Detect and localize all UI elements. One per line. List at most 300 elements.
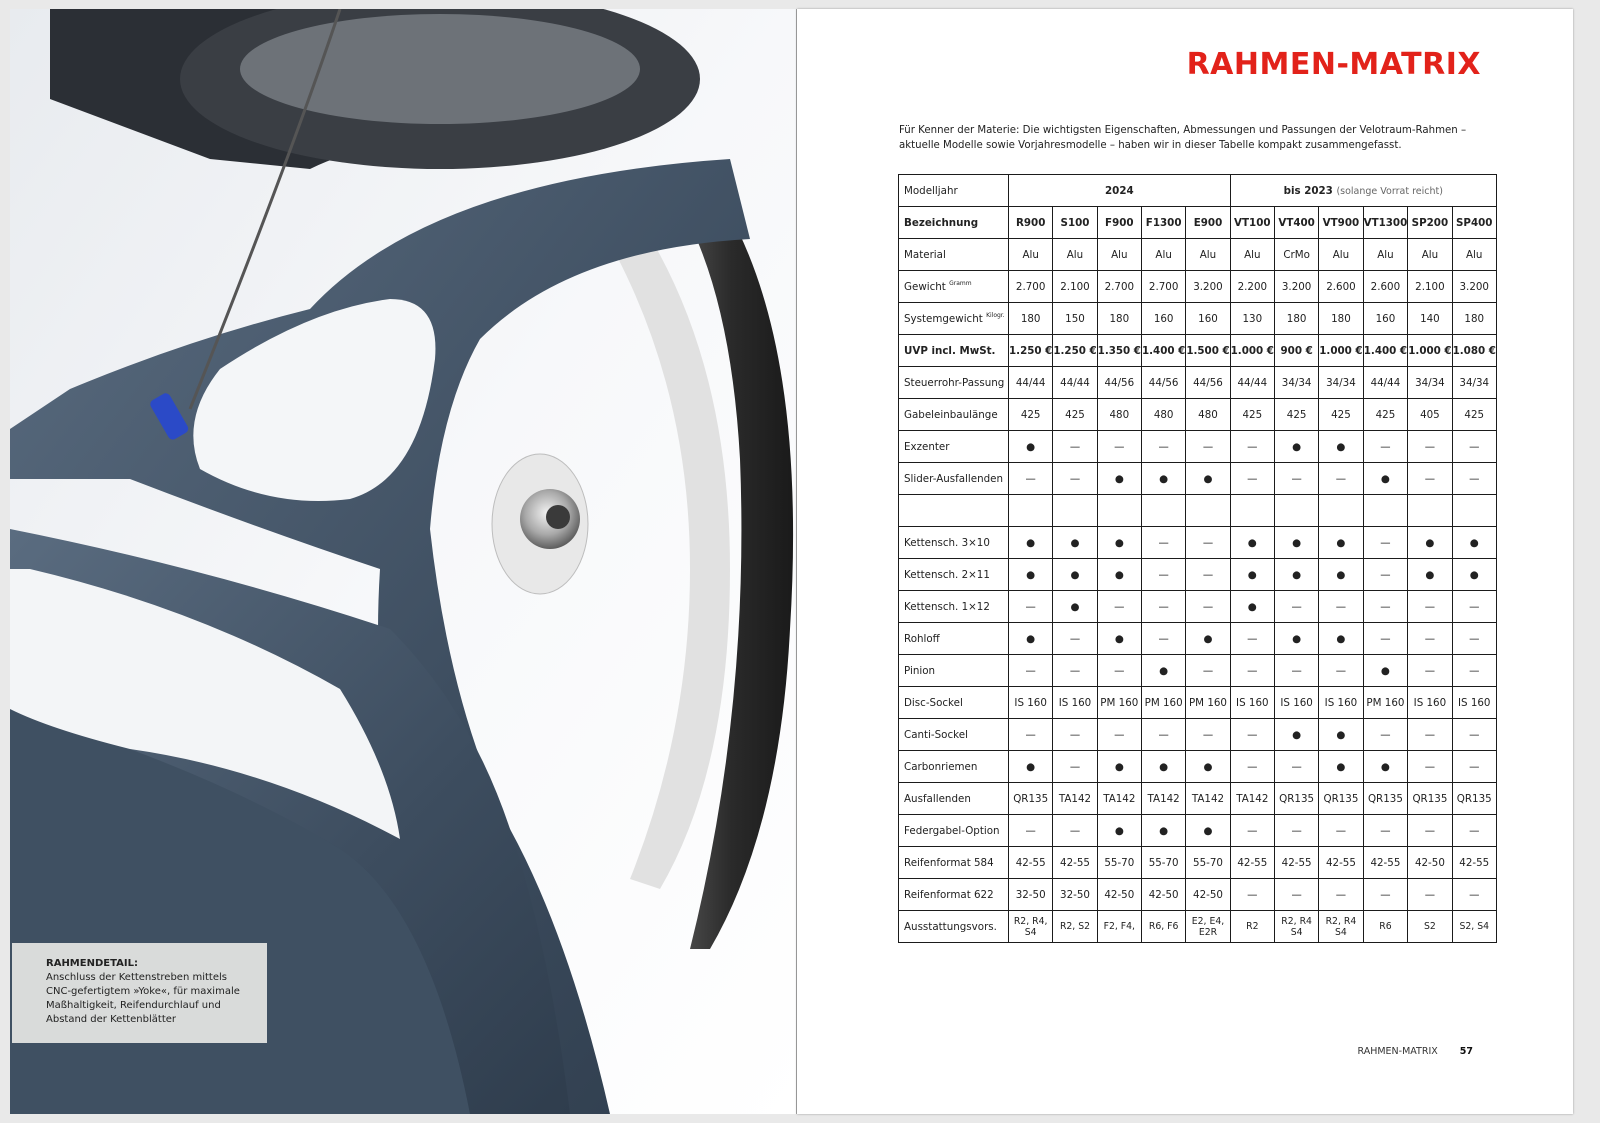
row-label-text: UVP incl. MwSt. <box>904 344 996 357</box>
table-cell: R6, F6 <box>1141 911 1185 943</box>
table-cell: E2, E4, E2R <box>1186 911 1230 943</box>
table-cell: 1.400 € <box>1141 335 1185 367</box>
table-cell: — <box>1230 431 1274 463</box>
row-label <box>899 847 1009 879</box>
table-cell: ● <box>1141 751 1185 783</box>
table-cell: F2, F4, <box>1097 911 1141 943</box>
table-cell: — <box>1363 591 1408 623</box>
row-label <box>899 591 1009 623</box>
table-cell: ● <box>1274 719 1318 751</box>
table-cell: IS 160 <box>1319 687 1363 719</box>
row-label <box>899 751 1009 783</box>
table-cell: — <box>1186 527 1230 559</box>
table-cell: — <box>1230 719 1274 751</box>
table-cell: ● <box>1186 463 1230 495</box>
table-row <box>899 559 1497 591</box>
table-cell: ● <box>1230 559 1274 591</box>
table-cell: 34/34 <box>1319 367 1363 399</box>
table-cell: — <box>1408 463 1452 495</box>
frame-matrix-table <box>898 174 1497 943</box>
table-cell: — <box>1186 591 1230 623</box>
row-label-text: Kettensch. 1×12 <box>904 600 990 613</box>
table-cell: ● <box>1363 463 1408 495</box>
table-cell: 425 <box>1230 399 1274 431</box>
table-cell: 42-55 <box>1009 847 1053 879</box>
row-label <box>899 367 1009 399</box>
table-cell: — <box>1452 751 1496 783</box>
table-cell: 130 <box>1230 303 1274 335</box>
table-cell: Alu <box>1097 239 1141 271</box>
table-row <box>899 335 1497 367</box>
table-cell: 1.350 € <box>1097 335 1141 367</box>
table-cell: QR135 <box>1452 783 1496 815</box>
table-cell: — <box>1053 623 1097 655</box>
table-cell: R2, R4, S4 <box>1009 911 1053 943</box>
table-cell: R900 <box>1009 207 1053 239</box>
table-row <box>899 591 1497 623</box>
table-cell: 480 <box>1141 399 1185 431</box>
row-label-text: Reifenformat 584 <box>904 856 994 869</box>
table-cell: S100 <box>1053 207 1097 239</box>
table-cell <box>1363 495 1408 527</box>
table-cell: 2.600 <box>1319 271 1363 303</box>
row-label-text: Gabeleinbaulänge <box>904 408 998 421</box>
table-cell: — <box>1408 815 1452 847</box>
row-label-text: Slider-Ausfallenden <box>904 472 1004 485</box>
row-label-text: Systemgewicht <box>904 313 983 325</box>
table-cell: — <box>1141 591 1185 623</box>
table-cell: 160 <box>1141 303 1185 335</box>
table-cell: 42-55 <box>1363 847 1408 879</box>
table-cell: 42-50 <box>1408 847 1452 879</box>
table-cell: ● <box>1319 751 1363 783</box>
table-row <box>899 751 1497 783</box>
row-label <box>899 815 1009 847</box>
row-label-text: Federgabel-Option <box>904 824 1000 837</box>
table-cell: 42-55 <box>1230 847 1274 879</box>
table-cell: CrMo <box>1274 239 1318 271</box>
row-label-text: Steuerrohr-Passung <box>904 376 1005 389</box>
table-row <box>899 239 1497 271</box>
table-cell: E900 <box>1186 207 1230 239</box>
table-cell: 2.600 <box>1363 271 1408 303</box>
table-cell: 900 € <box>1274 335 1318 367</box>
table-cell: — <box>1230 751 1274 783</box>
row-label-text: Gewicht <box>904 281 946 293</box>
table-cell: 180 <box>1009 303 1053 335</box>
table-cell: — <box>1319 815 1363 847</box>
row-label-text: Kettensch. 2×11 <box>904 568 990 581</box>
row-label-unit: Gramm <box>949 280 972 287</box>
row-label-text: Canti-Sockel <box>904 728 968 741</box>
table-cell: 32-50 <box>1009 879 1053 911</box>
table-cell: — <box>1452 879 1496 911</box>
table-cell: — <box>1408 751 1452 783</box>
table-cell: — <box>1408 591 1452 623</box>
table-cell: 140 <box>1408 303 1452 335</box>
table-cell: — <box>1053 751 1097 783</box>
table-cell: Alu <box>1230 239 1274 271</box>
table-cell: 42-55 <box>1053 847 1097 879</box>
table-row <box>899 783 1497 815</box>
table-cell: 480 <box>1097 399 1141 431</box>
table-cell: ● <box>1274 559 1318 591</box>
year-2024-header: 2024 <box>1009 175 1231 207</box>
table-cell: ● <box>1097 751 1141 783</box>
table-cell: — <box>1097 431 1141 463</box>
table-cell: QR135 <box>1009 783 1053 815</box>
table-cell: TA142 <box>1186 783 1230 815</box>
table-cell: — <box>1009 815 1053 847</box>
table-cell: 42-55 <box>1452 847 1496 879</box>
table-cell: IS 160 <box>1230 687 1274 719</box>
table-cell: ● <box>1363 655 1408 687</box>
table-cell: IS 160 <box>1408 687 1452 719</box>
table-cell: 180 <box>1319 303 1363 335</box>
table-row <box>899 431 1497 463</box>
table-cell: 3.200 <box>1452 271 1496 303</box>
table-cell: — <box>1274 751 1318 783</box>
table-cell: 160 <box>1363 303 1408 335</box>
table-cell: IS 160 <box>1053 687 1097 719</box>
row-label-text: Exzenter <box>904 440 950 453</box>
table-cell: 44/44 <box>1053 367 1097 399</box>
table-cell: — <box>1452 719 1496 751</box>
table-cell: S2 <box>1408 911 1452 943</box>
table-cell: — <box>1097 655 1141 687</box>
table-cell: ● <box>1009 431 1053 463</box>
left-page <box>10 9 797 1114</box>
table-cell: — <box>1053 655 1097 687</box>
table-cell: ● <box>1319 431 1363 463</box>
table-cell: 55-70 <box>1141 847 1185 879</box>
row-label <box>899 239 1009 271</box>
table-cell: 2.700 <box>1097 271 1141 303</box>
row-label <box>899 655 1009 687</box>
table-cell: SP200 <box>1408 207 1452 239</box>
table-cell: QR135 <box>1274 783 1318 815</box>
table-cell: 2.100 <box>1053 271 1097 303</box>
table-cell: 44/44 <box>1363 367 1408 399</box>
table-cell: 44/56 <box>1141 367 1185 399</box>
row-label-text: Carbonriemen <box>904 760 978 773</box>
table-cell: — <box>1363 527 1408 559</box>
table-cell <box>1186 495 1230 527</box>
table-cell: R2, R4 S4 <box>1319 911 1363 943</box>
table-cell: — <box>1141 559 1185 591</box>
table-cell: — <box>1230 463 1274 495</box>
table-cell: QR135 <box>1319 783 1363 815</box>
table-cell: ● <box>1319 623 1363 655</box>
table-cell: ● <box>1274 431 1318 463</box>
table-cell: F900 <box>1097 207 1141 239</box>
table-cell: ● <box>1452 559 1496 591</box>
table-cell: PM 160 <box>1097 687 1141 719</box>
year-prev-label: bis 2023 <box>1283 184 1333 197</box>
table-cell: — <box>1053 815 1097 847</box>
table-cell: — <box>1274 879 1318 911</box>
table-cell: — <box>1452 431 1496 463</box>
table-cell: 44/44 <box>1009 367 1053 399</box>
table-cell: ● <box>1053 591 1097 623</box>
table-cell: 44/56 <box>1097 367 1141 399</box>
table-cell: IS 160 <box>1452 687 1496 719</box>
table-cell: ● <box>1274 527 1318 559</box>
table-cell: 2.100 <box>1408 271 1452 303</box>
table-cell: 180 <box>1097 303 1141 335</box>
table-cell: — <box>1452 815 1496 847</box>
table-cell: ● <box>1408 559 1452 591</box>
table-cell: — <box>1319 463 1363 495</box>
table-cell: — <box>1452 655 1496 687</box>
table-cell: 2.700 <box>1141 271 1185 303</box>
table-cell: PM 160 <box>1186 687 1230 719</box>
table-cell: 2.700 <box>1009 271 1053 303</box>
table-cell: 480 <box>1186 399 1230 431</box>
row-label <box>899 271 1009 303</box>
table-row <box>899 527 1497 559</box>
table-cell <box>1097 495 1141 527</box>
table-cell: 150 <box>1053 303 1097 335</box>
table-cell: R2, S2 <box>1053 911 1097 943</box>
table-row <box>899 367 1497 399</box>
table-cell: R2 <box>1230 911 1274 943</box>
row-label <box>899 463 1009 495</box>
table-cell: SP400 <box>1452 207 1496 239</box>
table-cell: — <box>1408 431 1452 463</box>
table-cell: 180 <box>1274 303 1318 335</box>
table-cell: — <box>1452 591 1496 623</box>
table-cell: — <box>1408 655 1452 687</box>
table-cell: 1.400 € <box>1363 335 1408 367</box>
table-cell: VT100 <box>1230 207 1274 239</box>
table-cell: — <box>1452 463 1496 495</box>
table-cell: 3.200 <box>1186 271 1230 303</box>
table-cell: ● <box>1363 751 1408 783</box>
table-cell <box>1009 495 1053 527</box>
table-cell <box>1319 495 1363 527</box>
table-cell: ● <box>1141 815 1185 847</box>
table-cell: — <box>1186 559 1230 591</box>
table-cell: 1.250 € <box>1009 335 1053 367</box>
table-cell: 44/56 <box>1186 367 1230 399</box>
table-cell: ● <box>1186 623 1230 655</box>
table-cell: 1.000 € <box>1408 335 1452 367</box>
row-label-text: Ausstattungsvors. <box>904 920 997 933</box>
table-cell: ● <box>1141 655 1185 687</box>
table-cell: 160 <box>1186 303 1230 335</box>
table-cell: 44/44 <box>1230 367 1274 399</box>
table-cell: ● <box>1097 559 1141 591</box>
table-cell: 42-55 <box>1319 847 1363 879</box>
row-label <box>899 623 1009 655</box>
table-cell: IS 160 <box>1274 687 1318 719</box>
table-cell: 425 <box>1274 399 1318 431</box>
table-cell: 42-50 <box>1141 879 1185 911</box>
table-cell: Alu <box>1452 239 1496 271</box>
table-cell: ● <box>1009 623 1053 655</box>
table-cell <box>1230 495 1274 527</box>
row-label: Modelljahr <box>899 175 1009 207</box>
table-cell: ● <box>1053 527 1097 559</box>
table-cell: ● <box>1097 623 1141 655</box>
table-row <box>899 879 1497 911</box>
row-label <box>899 783 1009 815</box>
table-row <box>899 495 1497 527</box>
table-cell: TA142 <box>1230 783 1274 815</box>
table-cell: — <box>1141 719 1185 751</box>
table-cell: — <box>1053 719 1097 751</box>
photo-caption <box>12 943 267 1043</box>
row-label <box>899 399 1009 431</box>
table-cell: — <box>1141 527 1185 559</box>
table-cell: QR135 <box>1363 783 1408 815</box>
table-row <box>899 399 1497 431</box>
table-cell: — <box>1363 815 1408 847</box>
table-cell: — <box>1009 591 1053 623</box>
table-cell: Alu <box>1053 239 1097 271</box>
table-cell: ● <box>1009 559 1053 591</box>
table-cell: IS 160 <box>1009 687 1053 719</box>
row-label <box>899 431 1009 463</box>
table-cell: ● <box>1274 623 1318 655</box>
table-cell: 34/34 <box>1408 367 1452 399</box>
table-row <box>899 687 1497 719</box>
row-label-text: Pinion <box>904 664 936 677</box>
table-cell: Alu <box>1009 239 1053 271</box>
table-cell: Alu <box>1141 239 1185 271</box>
table-cell: — <box>1274 463 1318 495</box>
table-cell: — <box>1097 719 1141 751</box>
year-prev-header <box>1230 175 1496 207</box>
table-cell: 1.000 € <box>1319 335 1363 367</box>
table-cell: PM 160 <box>1363 687 1408 719</box>
table-cell: — <box>1319 591 1363 623</box>
caption-line: Abstand der Kettenblätter <box>46 1014 177 1025</box>
table-cell: TA142 <box>1053 783 1097 815</box>
table-cell: VT900 <box>1319 207 1363 239</box>
table-cell: QR135 <box>1408 783 1452 815</box>
table-cell: — <box>1319 655 1363 687</box>
row-label-unit: Kilogr. <box>986 312 1005 319</box>
table-cell: ● <box>1319 559 1363 591</box>
row-label-text: Rohloff <box>904 632 940 645</box>
table-cell: Alu <box>1186 239 1230 271</box>
table-cell: — <box>1097 591 1141 623</box>
table-cell: — <box>1408 623 1452 655</box>
table-cell: S2, S4 <box>1452 911 1496 943</box>
table-row <box>899 463 1497 495</box>
table-cell: — <box>1186 431 1230 463</box>
table-cell: ● <box>1186 815 1230 847</box>
table-cell: 1.250 € <box>1053 335 1097 367</box>
table-cell: — <box>1274 815 1318 847</box>
row-label <box>899 335 1009 367</box>
table-row <box>899 623 1497 655</box>
table-cell: — <box>1363 431 1408 463</box>
table-row-model-year <box>899 175 1497 207</box>
table-row <box>899 911 1497 943</box>
table-cell: — <box>1186 655 1230 687</box>
row-label-text: Material <box>904 248 946 261</box>
table-cell: — <box>1452 623 1496 655</box>
table-cell: 1.500 € <box>1186 335 1230 367</box>
table-cell: VT1300 <box>1363 207 1408 239</box>
row-label <box>899 527 1009 559</box>
table-cell: PM 160 <box>1141 687 1185 719</box>
table-cell: ● <box>1319 719 1363 751</box>
magazine-spread <box>10 9 1585 1114</box>
table-cell: 425 <box>1452 399 1496 431</box>
table-cell: 55-70 <box>1097 847 1141 879</box>
table-cell: — <box>1363 623 1408 655</box>
table-cell: 42-50 <box>1186 879 1230 911</box>
table-cell: — <box>1319 879 1363 911</box>
row-label-text: Reifenformat 622 <box>904 888 994 901</box>
table-cell <box>1274 495 1318 527</box>
table-cell: Alu <box>1408 239 1452 271</box>
table-cell: — <box>1230 655 1274 687</box>
table-cell: ● <box>1097 815 1141 847</box>
table-cell: — <box>1363 719 1408 751</box>
table-cell: 1.080 € <box>1452 335 1496 367</box>
table-cell: — <box>1053 431 1097 463</box>
table-cell: — <box>1230 879 1274 911</box>
row-label-text: Disc-Sockel <box>904 696 963 709</box>
caption-line: Anschluss der Kettenstreben mittels <box>46 972 227 983</box>
right-page <box>797 9 1573 1114</box>
table-cell: — <box>1363 879 1408 911</box>
row-label-text: Ausfallenden <box>904 792 971 805</box>
table-cell: 180 <box>1452 303 1496 335</box>
table-cell: ● <box>1009 527 1053 559</box>
year-prev-note: (solange Vorrat reicht) <box>1336 185 1443 197</box>
table-cell: 3.200 <box>1274 271 1318 303</box>
row-label <box>899 719 1009 751</box>
table-cell: 34/34 <box>1274 367 1318 399</box>
table-cell: Alu <box>1319 239 1363 271</box>
table-cell: F1300 <box>1141 207 1185 239</box>
table-cell: ● <box>1452 527 1496 559</box>
caption-title: RAHMENDETAIL: <box>46 958 138 969</box>
table-cell: 34/34 <box>1452 367 1496 399</box>
table-cell: — <box>1009 719 1053 751</box>
row-label <box>899 687 1009 719</box>
table-cell: ● <box>1097 527 1141 559</box>
table-cell: — <box>1141 623 1185 655</box>
table-cell <box>1408 495 1452 527</box>
row-label <box>899 207 1009 239</box>
table-row <box>899 815 1497 847</box>
table-row <box>899 207 1497 239</box>
table-cell: — <box>1053 463 1097 495</box>
table-cell: ● <box>1141 463 1185 495</box>
table-cell: 425 <box>1009 399 1053 431</box>
table-cell: 425 <box>1053 399 1097 431</box>
table-cell: — <box>1141 431 1185 463</box>
table-cell: TA142 <box>1097 783 1141 815</box>
footer-section: RAHMEN-MATRIX <box>1357 1046 1438 1057</box>
row-label-text: Bezeichnung <box>904 216 979 229</box>
table-cell: — <box>1230 815 1274 847</box>
table-row <box>899 719 1497 751</box>
table-cell: — <box>1186 719 1230 751</box>
table-cell: ● <box>1097 463 1141 495</box>
table-cell: 425 <box>1319 399 1363 431</box>
table-cell: — <box>1274 591 1318 623</box>
row-label <box>899 911 1009 943</box>
table-cell: VT400 <box>1274 207 1318 239</box>
